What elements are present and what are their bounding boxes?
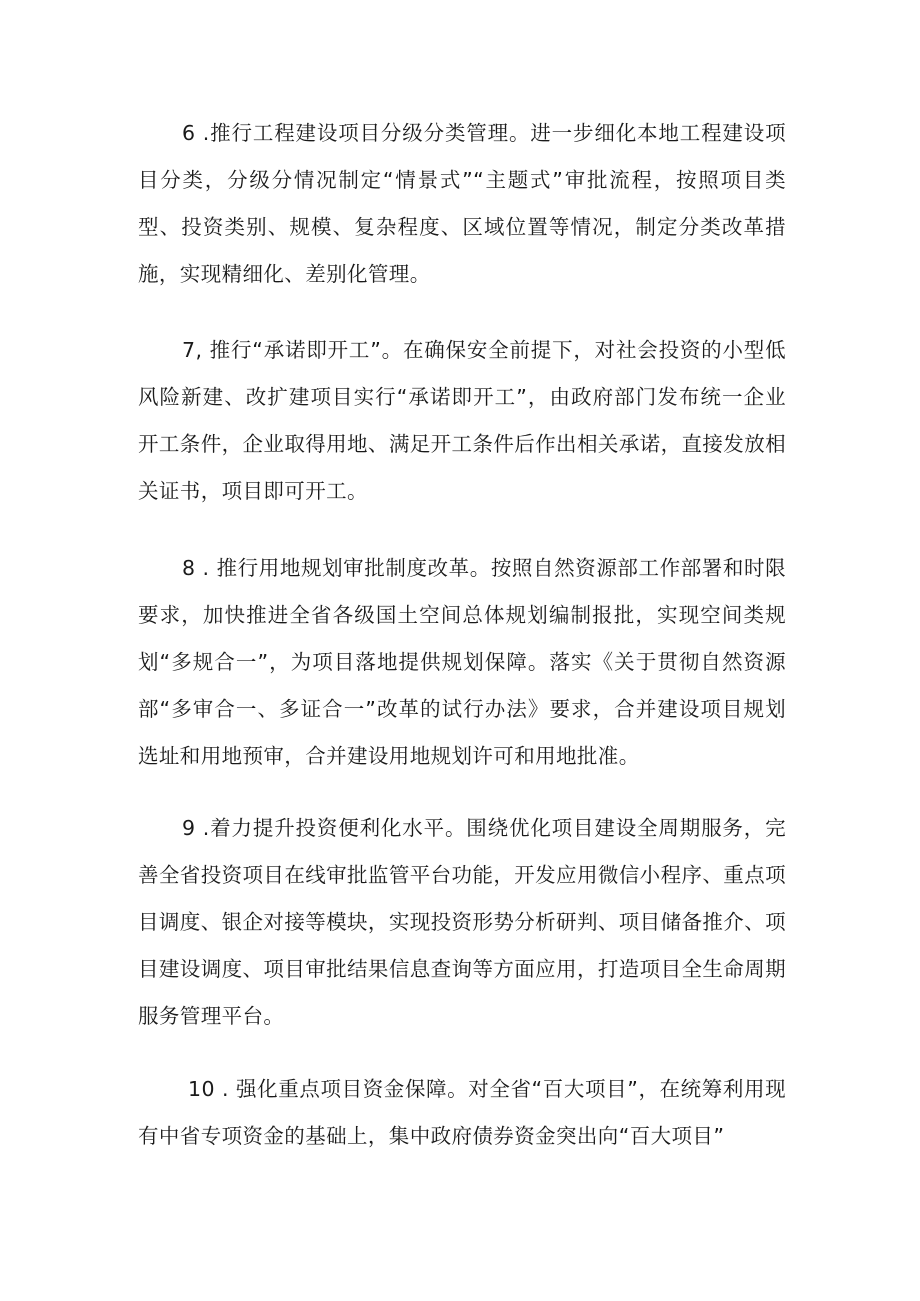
paragraph-10: 10 . 强化重点项目资金保障。对全省“百大项目”，在统筹利用现有中省专项资金的基础上，集中政府债券资金突出向“百大项目” — [138, 1077, 786, 1148]
paragraph-9: 9 .着力提升投资便利化水平。围绕优化项目建设全周期服务，完善全省投资项目在线审批监管平台功能，开发应用微信小程序、重点项目调度、银企对接等模块，实现投资形势分析研判、项目储备推介、项目建设调度、项目审批结果信息查询等方面应用，打造项目全生命周期服务管理平台。 — [138, 816, 786, 1028]
paragraph-7: 7, 推行“承诺即开工”。在确保安全前提下，对社会投资的小型低风险新建、改扩建项目实行“承诺即开工”，由政府部门发布统一企业开工条件，企业取得用地、满足开工条件后作出相关承诺，直接发放相关证书，项目即可开工。 — [138, 338, 786, 503]
paragraph-8: 8 . 推行用地规划审批制度改革。按照自然资源部工作部署和时限要求，加快推进全省各级国土空间总体规划编制报批，实现空间类规划“多规合一”，为项目落地提供规划保障。落实《关于贯彻自然资源部“多审合一、多证合一”改革的试行办法》要求，合并建设项目规划选址和用地预审，合并建设用地规划许可和用地批准。 — [138, 556, 786, 768]
paragraph-6: 6 .推行工程建设项目分级分类管理。进一步细化本地工程建设项目分类，分级分情况制定“情景式”“主题式”审批流程，按照项目类型、投资类别、规模、复杂程度、区域位置等情况，制定分类改革措施，实现精细化、差别化管理。 — [138, 121, 786, 286]
